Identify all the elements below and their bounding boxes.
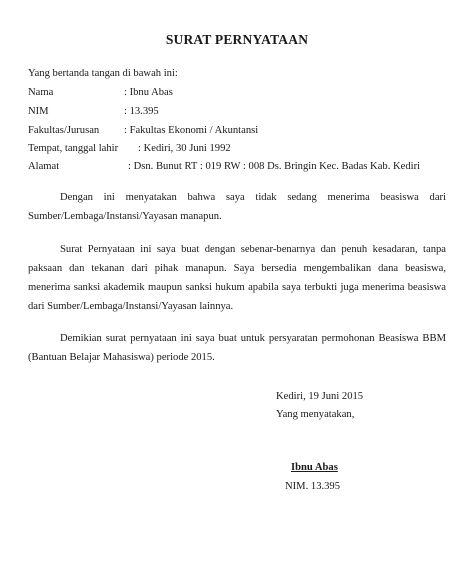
signature-name: Ibnu Abas (291, 462, 338, 473)
identity-label: Fakultas/Jurusan (28, 125, 100, 136)
identity-label: Tempat, tanggal lahir (28, 143, 119, 154)
identity-value: : Ibnu Abas (124, 87, 173, 98)
identity-value: : 13.395 (124, 106, 159, 117)
identity-label: NIM (28, 106, 49, 117)
identity-value: : Fakultas Ekonomi / Akuntansi (124, 125, 259, 136)
paragraph-line: dari Sumber/Lembaga/Instansi/Yayasan lainnya. (28, 301, 234, 312)
identity-label: Nama (28, 87, 54, 98)
paragraph-line: Dengan ini menyatakan bahwa saya tidak sedang menerima beasiswa dari (60, 192, 446, 203)
identity-label: Alamat (28, 161, 60, 172)
paragraph-line: (Bantuan Belajar Mahasiswa) periode 2015. (28, 352, 215, 363)
paragraph-statement (28, 188, 446, 226)
paragraph-line: Demikian surat pernyataan ini saya buat untuk persyaratan permohonan Beasiswa BBM (60, 333, 446, 344)
paragraph-declaration (28, 240, 446, 316)
paragraph-line: paksaan dan tekanan dari pihak manapun. Saya bersedia mengembalikan dana beasiswa, (28, 263, 446, 274)
paragraph-line: Surat Pernyataan ini saya buat dengan sebenar-benarnya dan penuh kesadaran, tanpa (60, 244, 446, 255)
signature-closing: Yang menyatakan, (276, 409, 355, 420)
signature-place-date: Kediri, 19 Juni 2015 (276, 391, 364, 402)
paragraph-line: menerima sanksi akademik maupun sanksi hukum apabila saya terbukti juga menerima beasiswa (28, 282, 446, 293)
identity-value: : Dsn. Bunut RT : 019 RW : 008 Ds. Bringin Kec. Badas Kab. Kediri (128, 161, 421, 172)
intro-text: Yang bertanda tangan di bawah ini: (28, 68, 178, 79)
letter-title: SURAT PERNYATAAN (165, 32, 309, 47)
paragraph-line: Sumber/Lembaga/Instansi/Yayasan manapun. (28, 211, 222, 222)
signature-nim: NIM. 13.395 (285, 481, 341, 492)
identity-value: : Kediri, 30 Juni 1992 (138, 143, 231, 154)
paragraph-closing (28, 329, 446, 367)
